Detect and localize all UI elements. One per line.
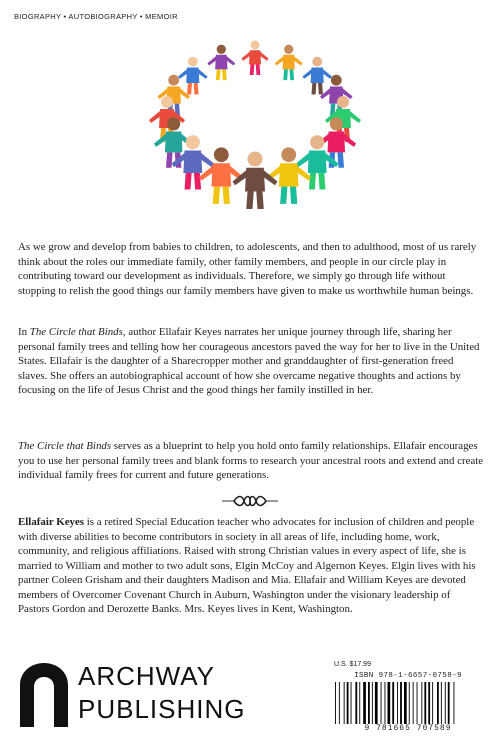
- isbn-barcode: [333, 672, 483, 734]
- paper-doll-circle-illustration: [140, 22, 370, 222]
- author-bio-body: is a retired Special Education teacher who advocates for inclusion of children and people with diverse abilities to become contributors in society in all areas of life, including home, work, community, and religious affiliations. Raised with strong Christian values in every aspect of life, she is married to William and mother to two adult sons, Elgin McCoy and Algernon Keyes. Elgin lives with his partner Coleen Grisham and their daughters Madison and Mia. Ellafair and William Keyes are devoted members of Overcomer Covenant Church in Auburn, Washington under the visionary leadership of Pastors Gordon and Derozette Banks. Mrs. Keyes lives in Kent, Washington.: [18, 516, 476, 615]
- paper-doll-figure: [178, 57, 208, 95]
- description-paragraph-3: [18, 439, 484, 483]
- book-title-italic: The Circle that Binds: [18, 440, 112, 452]
- publisher-name-line1: ARCHWAY: [78, 661, 215, 691]
- paper-doll-figure: [233, 152, 278, 210]
- archway-logo-icon: [20, 663, 68, 727]
- book-title-italic: The Circle that Binds,: [29, 326, 126, 338]
- publisher-name-line2: PUBLISHING: [78, 694, 246, 724]
- author-bio: [18, 515, 484, 617]
- paper-doll-figure: [199, 147, 243, 204]
- divider-ornament: [222, 494, 278, 508]
- paper-doll-figure: [207, 45, 235, 80]
- isbn-text: ISBN 978-1-6657-0758-9: [354, 672, 462, 680]
- description-text-1: As we grow and develop from babies to children, to adolescents, and then to adulthood, most of us rarely think about the roles our immediate family, other family members, and people in our circle play in contributing toward our development as individuals. Therefore, we simply go through life without stopping to relish the good things our family members have given to make us worthwhile human beings.: [18, 241, 477, 297]
- paper-doll-figure: [302, 57, 332, 95]
- description-text-2: [18, 325, 484, 398]
- paper-doll-figure: [242, 41, 269, 76]
- paper-doll-figure: [275, 45, 303, 80]
- author-name: Ellafair Keyes: [18, 516, 85, 528]
- description-paragraph-2: [18, 325, 484, 398]
- description-body: author Ellafair Keyes narrates her unique journey through life, sharing her personal family trees and telling how her courageous ancestors paved the way for her to live in the United States. Ellafair is the daughter of a Sharecropper mother and granddaughter of first-generation freed slaves. She offers an autobiographical account of how she overcame negative thoughts and actions by focusing on the life of Jesus Christ and the good things her family instilled in her.: [18, 326, 480, 396]
- barcode-bars: [333, 682, 483, 724]
- price-label: U.S. $17.99: [334, 661, 371, 668]
- description-body: serves as a blueprint to help you hold onto family relationships. Ellafair encourages you to use her personal family trees and blank forms to research your ancestral roots and extend and create individual family frees for current and future generations.: [18, 440, 484, 481]
- publisher-logo: [20, 661, 246, 731]
- paper-doll-figure: [267, 147, 311, 204]
- description-text-3: [18, 439, 484, 483]
- category-label: BIOGRAPHY • AUTOBIOGRAPHY • MEMOIR: [14, 12, 178, 21]
- description-prefix: In: [18, 326, 30, 338]
- description-paragraph-1: [18, 240, 484, 298]
- author-bio-text: [18, 515, 484, 617]
- ean-digits: 9 781665 707589: [364, 724, 452, 733]
